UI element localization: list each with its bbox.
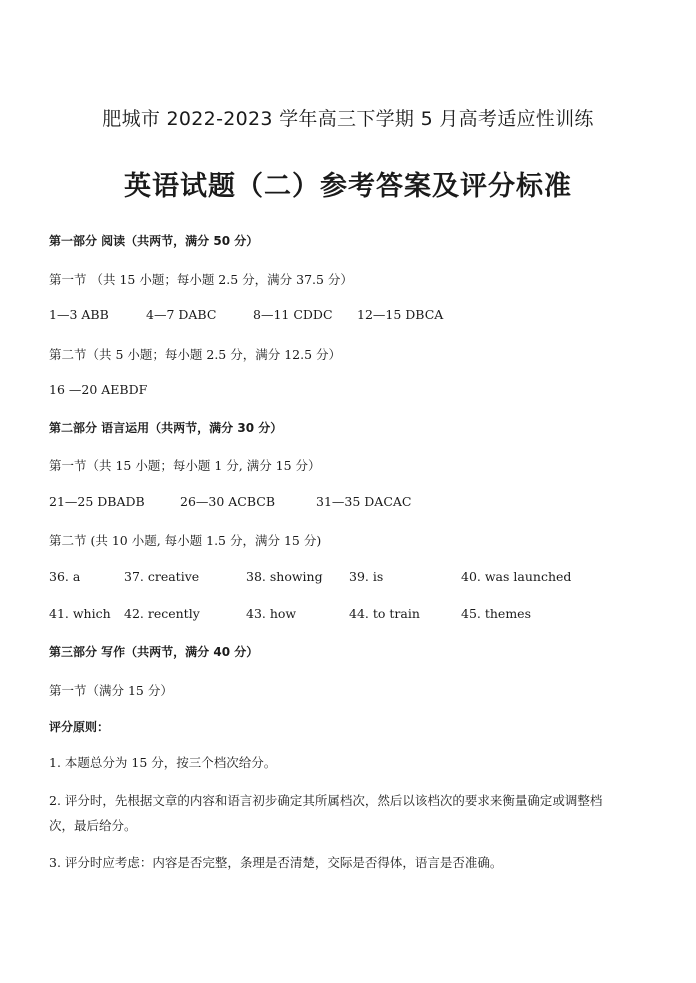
part2-sec2-heading: 第二节 (共 10 小题, 每小题 1.5 分，满分 15 分): [49, 533, 322, 548]
answer-group: 26—30 ACBCB: [180, 494, 276, 509]
part2-sec1-heading: 第一节（共 15 小题；每小题 1 分, 满分 15 分）: [49, 458, 321, 473]
answer-group: 31—35 DACAC: [316, 494, 412, 509]
doc-subtitle: 肥城市 2022-2023 学年高三下学期 5 月高考适应性训练: [102, 108, 594, 130]
blank-answer: 43. how: [246, 606, 297, 621]
blank-answer: 45. themes: [461, 606, 531, 621]
part2-heading: 第二部分 语言运用（共两节，满分 30 分）: [49, 421, 283, 435]
answer-group: 12—15 DBCA: [357, 307, 444, 322]
principle-2: 2. 评分时，先根据文章的内容和语言初步确定其所属档次，然后以该档次的要求来衡量确定或调整档次，最后给分。: [49, 793, 603, 833]
blank-answer: 44. to train: [349, 606, 420, 621]
answer-group: 21—25 DBADB: [49, 494, 145, 509]
answer-group: 8—11 CDDC: [253, 307, 333, 322]
blank-answer: 41. which: [49, 606, 111, 621]
principle-3: 3. 评分时应考虑：内容是否完整，条理是否清楚，交际是否得体，语言是否准确。: [49, 855, 503, 870]
doc-title: 英语试题（二）参考答案及评分标准: [124, 171, 572, 202]
scoring-principles-heading: 评分原则：: [49, 720, 110, 734]
part1-sec1-heading: 第一节 （共 15 小题；每小题 2.5 分，满分 37.5 分）: [49, 272, 353, 287]
part3-sec1-heading: 第一节（满分 15 分）: [49, 683, 173, 698]
part3-heading: 第三部分 写作（共两节，满分 40 分）: [49, 645, 259, 659]
part1-sec2-answers: 16 —20 AEBDF: [49, 382, 148, 397]
answer-group: 4—7 DABC: [146, 307, 217, 322]
part1-sec2-heading: 第二节（共 5 小题；每小题 2.5 分，满分 12.5 分）: [49, 347, 342, 362]
blank-answer: 38. showing: [246, 569, 323, 584]
blank-answer: 39. is: [349, 569, 384, 584]
blank-answer: 37. creative: [124, 569, 200, 584]
principle-1: 1. 本题总分为 15 分，按三个档次给分。: [49, 755, 277, 770]
part1-heading: 第一部分 阅读（共两节，满分 50 分）: [49, 234, 259, 248]
blank-answer: 40. was launched: [461, 569, 572, 584]
answer-group: 1—3 ABB: [49, 307, 109, 322]
blank-answer: 42. recently: [124, 606, 200, 621]
blank-answer: 36. a: [49, 569, 81, 584]
